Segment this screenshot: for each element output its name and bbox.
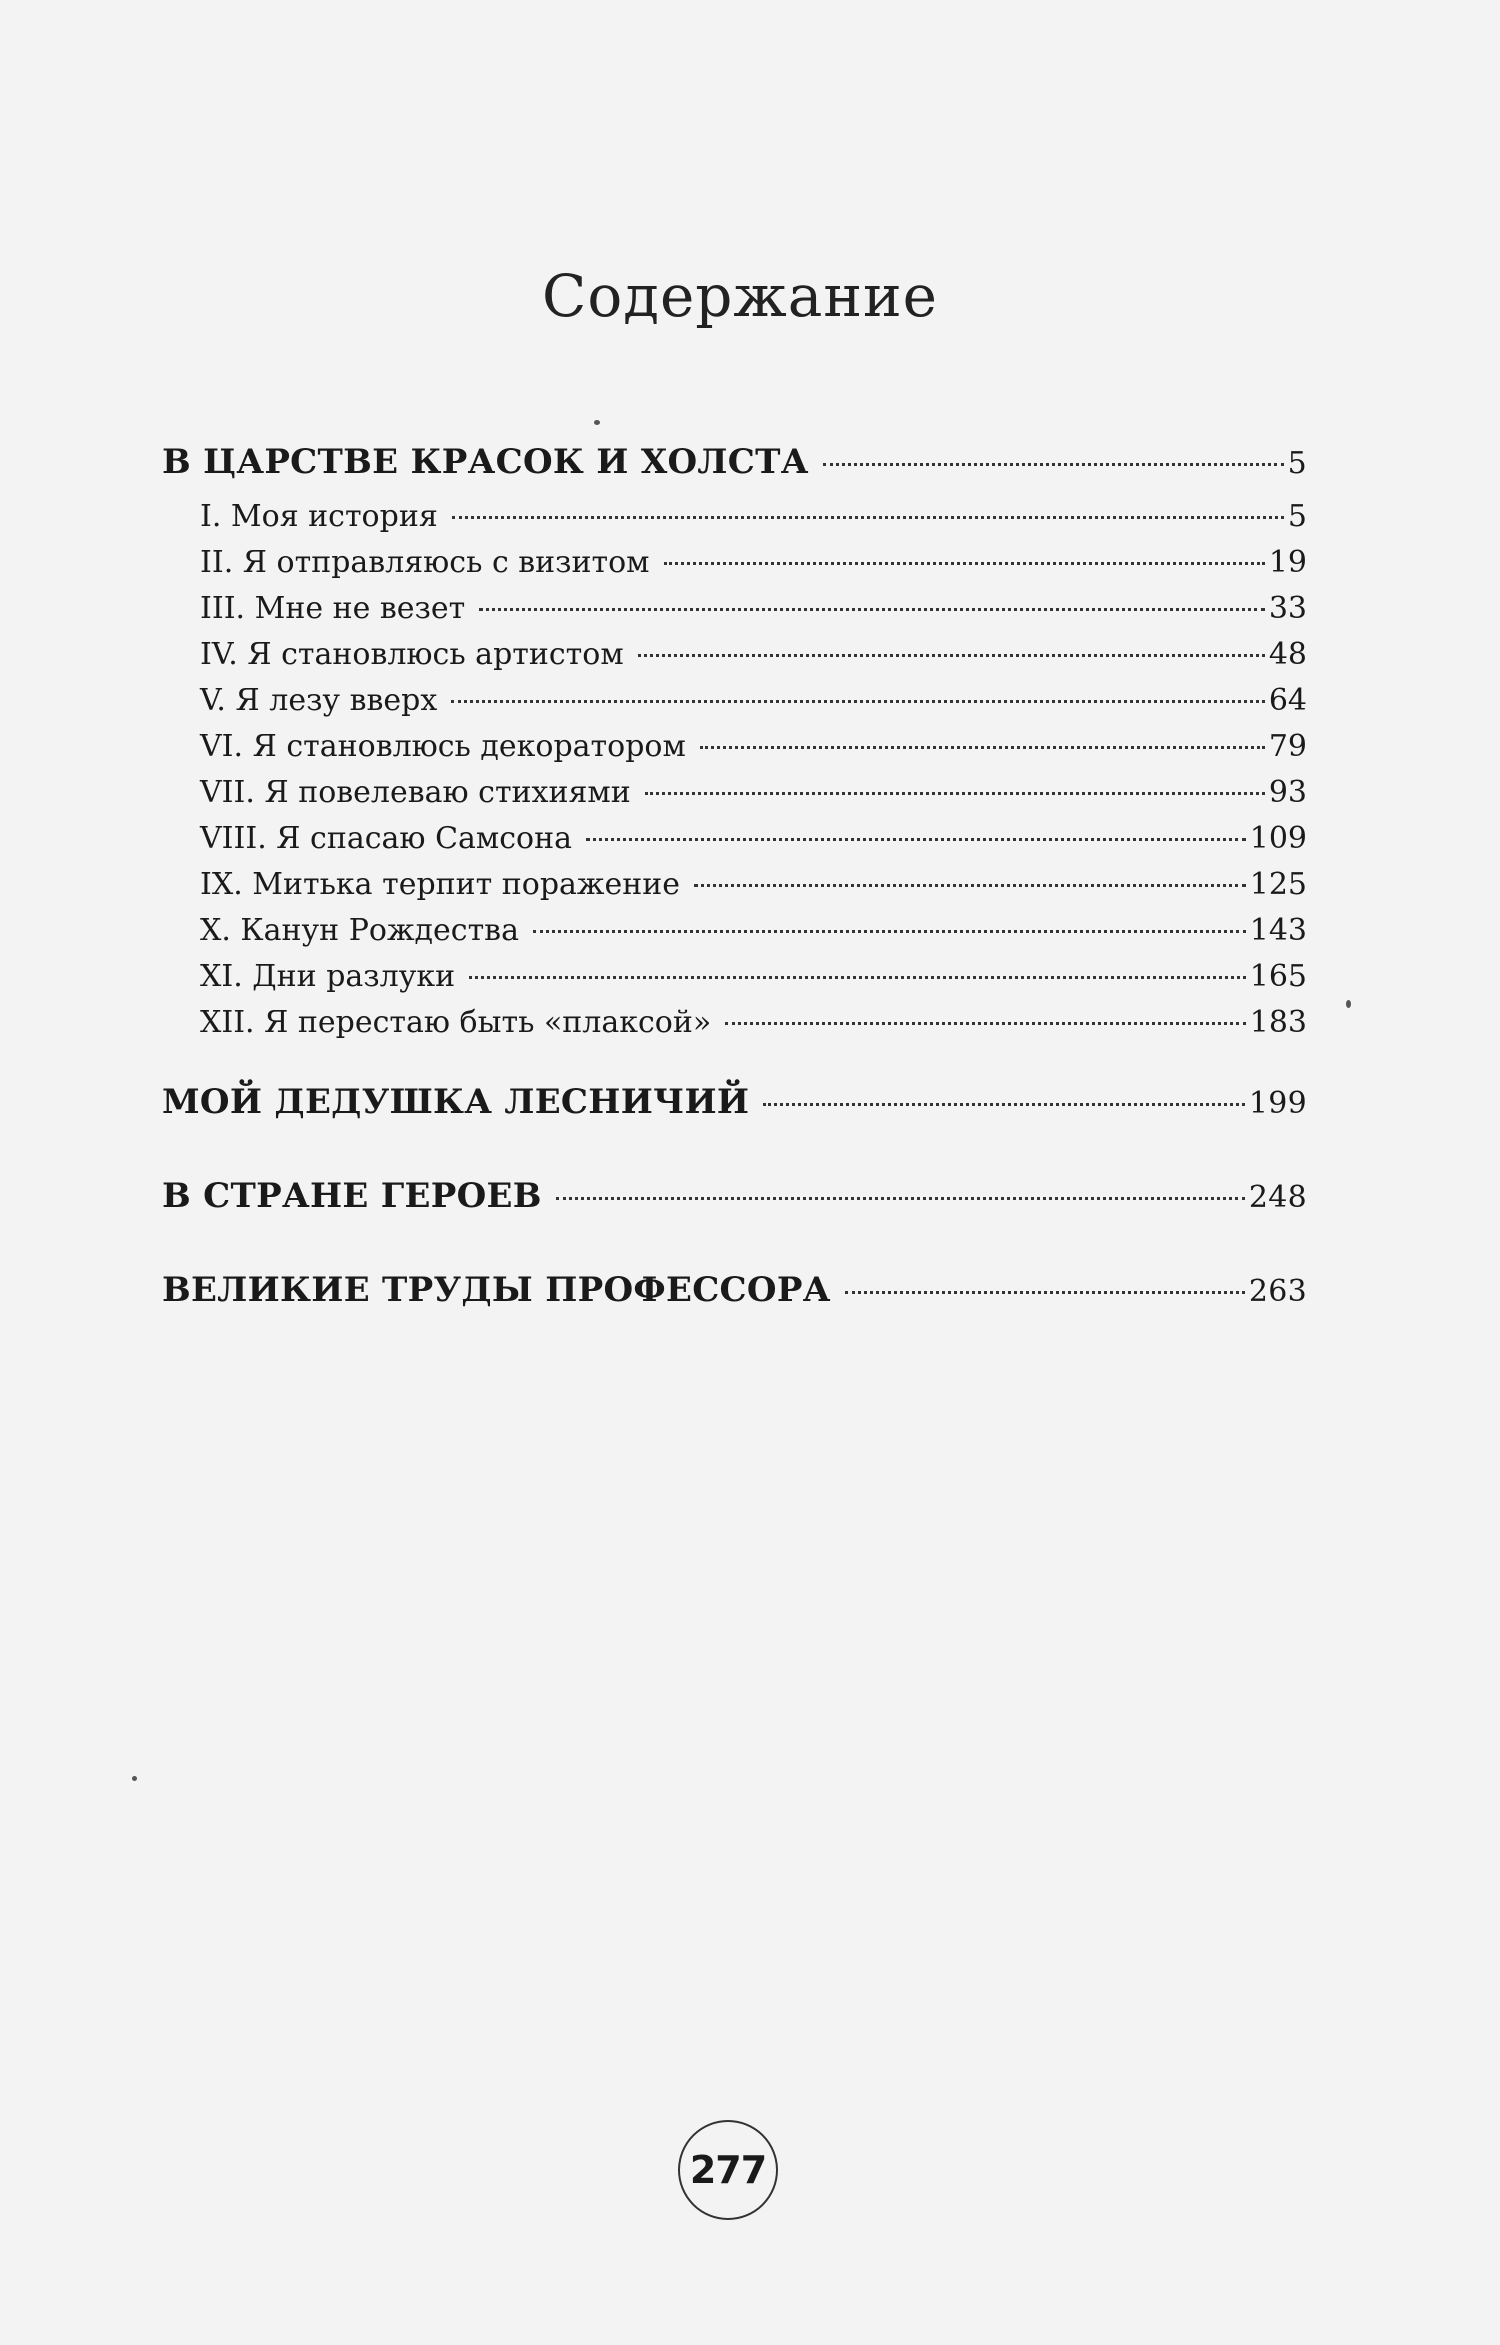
table-of-contents (162, 430, 1307, 1352)
toc-part[interactable] (162, 1258, 1307, 1322)
toc-part-page: 5 (1287, 446, 1307, 481)
toc-chapter-page: 165 (1249, 959, 1307, 994)
dot-leader (845, 1291, 1245, 1294)
toc-part-title: В СТРАНЕ ГЕРОЕВ (162, 1176, 542, 1216)
toc-part[interactable] (162, 430, 1307, 494)
toc-chapter-title: XI. Дни разлуки (200, 959, 456, 994)
toc-chapter[interactable] (200, 632, 1307, 678)
toc-chapter-page: 5 (1287, 499, 1307, 534)
dot-leader (763, 1103, 1244, 1106)
page-number-badge: 277 (678, 2120, 778, 2220)
toc-chapter-title: X. Канун Рождества (200, 913, 519, 948)
toc-chapter[interactable] (200, 816, 1307, 862)
dot-leader (556, 1197, 1245, 1200)
toc-part-page: 199 (1248, 1086, 1307, 1121)
toc-chapter-title: I. Моя история (200, 499, 438, 534)
toc-chapter[interactable] (200, 954, 1307, 1000)
dot-leader (586, 838, 1246, 841)
dot-leader (694, 884, 1246, 887)
dot-leader (645, 792, 1265, 795)
toc-chapter-page: 19 (1268, 545, 1307, 580)
toc-part-page: 263 (1248, 1274, 1307, 1309)
toc-chapter-title: VII. Я повелеваю стихиями (200, 775, 631, 810)
toc-chapter[interactable] (200, 678, 1307, 724)
toc-part-page: 248 (1248, 1180, 1307, 1215)
toc-part-title: МОЙ ДЕДУШКА ЛЕСНИЧИЙ (162, 1082, 750, 1122)
toc-chapter-page: 48 (1268, 637, 1307, 672)
dot-leader (700, 746, 1265, 749)
toc-chapter-page: 64 (1268, 683, 1307, 718)
toc-chapter-title: IX. Митька терпит поражение (200, 867, 681, 902)
dot-leader (469, 976, 1246, 979)
toc-chapter-title: VIII. Я спасаю Самсона (200, 821, 572, 856)
dot-leader (638, 654, 1265, 657)
dot-leader (452, 516, 1284, 519)
dot-leader (823, 463, 1284, 466)
toc-chapter-page: 125 (1249, 867, 1307, 902)
toc-chapter-page: 79 (1268, 729, 1307, 764)
toc-part-title: В ЦАРСТВЕ КРАСОК И ХОЛСТА (162, 442, 809, 482)
dot-leader (664, 562, 1265, 565)
toc-part-title: ВЕЛИКИЕ ТРУДЫ ПРОФЕССОРА (162, 1270, 831, 1310)
dot-leader (725, 1022, 1246, 1025)
toc-chapter-title: IV. Я становлюсь артистом (200, 637, 624, 672)
toc-chapter[interactable] (200, 770, 1307, 816)
toc-chapter[interactable] (200, 908, 1307, 954)
print-speck (1346, 1000, 1351, 1008)
page-title: Содержание (541, 262, 939, 330)
toc-chapter-title: III. Мне не везет (200, 591, 466, 626)
toc-chapter-page: 183 (1249, 1005, 1307, 1040)
toc-chapter[interactable] (200, 862, 1307, 908)
print-speck (594, 420, 600, 425)
toc-chapter-title: II. Я отправляюсь с визитом (200, 545, 650, 580)
toc-chapter-page: 143 (1249, 913, 1307, 948)
toc-chapter-title: V. Я лезу вверх (200, 683, 438, 718)
toc-part[interactable] (162, 1164, 1307, 1228)
toc-chapter[interactable] (200, 540, 1307, 586)
chapter-list (162, 494, 1307, 1046)
dot-leader (533, 930, 1246, 933)
toc-chapter[interactable] (200, 724, 1307, 770)
dot-leader (479, 608, 1265, 611)
toc-chapter-page: 33 (1268, 591, 1307, 626)
toc-chapter-page: 109 (1249, 821, 1307, 856)
toc-chapter-title: VI. Я становлюсь декоратором (200, 729, 686, 764)
toc-chapter[interactable] (200, 586, 1307, 632)
toc-chapter-title: XII. Я перестаю быть «плаксой» (200, 1005, 712, 1040)
toc-chapter[interactable] (200, 1000, 1307, 1046)
toc-chapter-page: 93 (1268, 775, 1307, 810)
dot-leader (451, 700, 1265, 703)
print-speck (132, 1776, 137, 1781)
toc-part[interactable] (162, 1070, 1307, 1134)
toc-chapter[interactable] (200, 494, 1307, 540)
